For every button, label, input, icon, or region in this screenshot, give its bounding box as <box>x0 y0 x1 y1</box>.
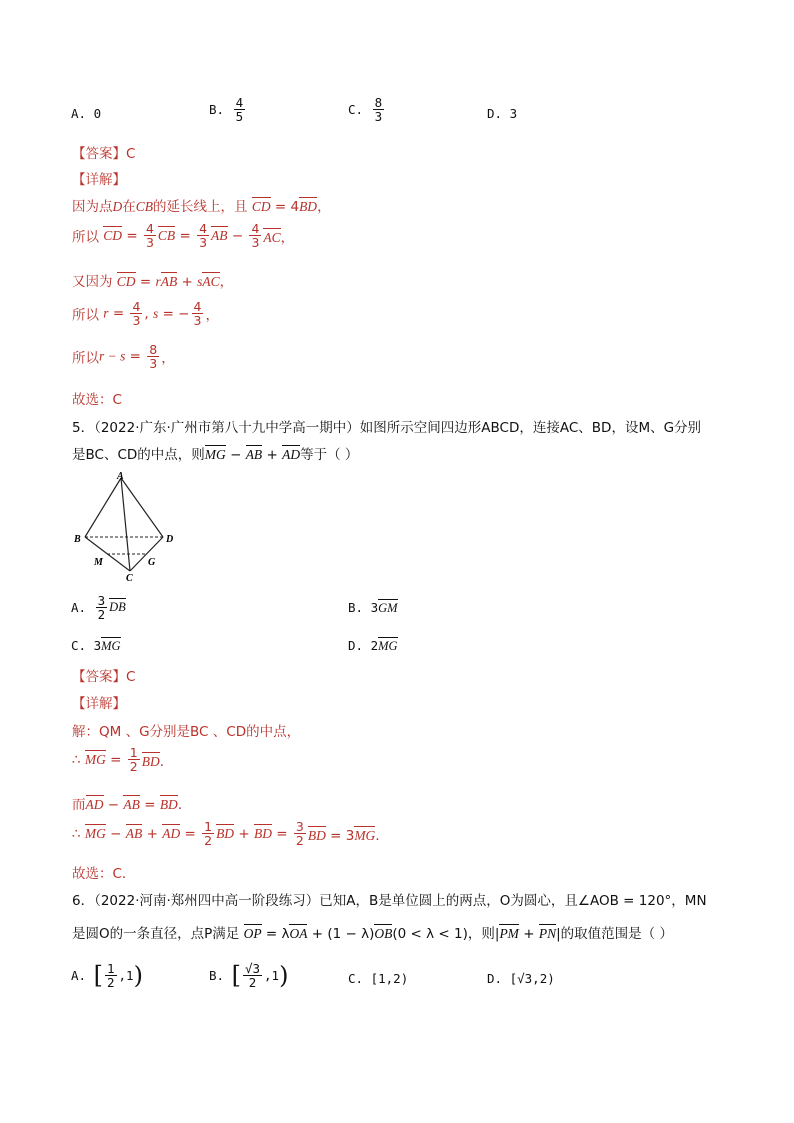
q4-choose: 故选：C <box>72 392 122 408</box>
q5-solution-line4: ∴ MG − AB + AD = $\frac{1}{2}$ BD + BD = $\frac{3}{2}$ BD = 3MG． <box>72 819 389 849</box>
label-a: A <box>117 471 124 482</box>
q5-choose: 故选：C． <box>72 866 136 882</box>
edge-ab <box>85 478 121 537</box>
label-b: B <box>74 534 81 545</box>
q5-answer: 【答案】C <box>72 669 136 685</box>
q6-stem-line1: 6．（2022·河南·郑州四中高一阶段练习）已知A，B是单位圆上的两点，O为圆心，且∠AOB = 120°，MN <box>72 893 707 909</box>
q6-option-d: D. [√3,2) <box>487 971 555 986</box>
label-g: G <box>148 557 156 568</box>
q4-detail-label: 【详解】 <box>72 172 126 188</box>
q5-tetrahedron-figure <box>72 470 182 585</box>
q4-step4: 所以 r = $\frac{4}{3}$ , s = − $\frac{4}{3}$ ， <box>72 299 219 329</box>
q5-stem-line1: 5．（2022·广东·广州市第八十九中学高一期中）如图所示空间四边形ABCD，连接AC、BD，设M、G分别 <box>72 420 702 436</box>
q4-step5: 所以r − s = $\frac{8}{3}$ ， <box>72 342 175 372</box>
q5-stem-line2: 是BC、CD的中点，则MG − AB + AD等于（ ） <box>72 447 359 463</box>
q4-step3: 又因为 CD = rAB + sAC， <box>72 274 234 290</box>
q4-step1: 因为点D在CB的延长线上，且 CD = 4BD， <box>72 199 331 215</box>
edge-ad <box>121 478 163 537</box>
q6-option-b: B. [ $\frac{√3}{2}$ ,1) <box>209 961 289 991</box>
q6-stem-line2: 是圆O的一条直径，点P满足 OP = λOA + (1 − λ)OB(0 < λ < 1)，则|PM + PN|的取值范围是（ ） <box>72 926 673 942</box>
q5-solution-line1: 解：QM 、G分别是BC 、CD的中点， <box>72 724 301 740</box>
q4-step2: 所以 CD = $\frac{4}{3}$ CB = $\frac{4}{3}$ AB − $\frac{4}{3}$ AC， <box>72 221 295 251</box>
q6-option-c: C. [1,2) <box>348 971 409 986</box>
q5-option-c: C. 3MG <box>71 638 121 653</box>
q5-solution-line2: ∴ MG = $\frac{1}{2}$ BD． <box>72 745 174 775</box>
edge-ac <box>121 478 130 571</box>
q5-option-a: A. $\frac{3}{2}$ DB <box>71 593 126 623</box>
q5-option-d: D. 2MG <box>348 638 398 653</box>
label-c: C <box>126 573 133 584</box>
q5-detail-label: 【详解】 <box>72 696 126 712</box>
label-m: M <box>94 557 103 568</box>
q6-option-a: A. [ $\frac{1}{2}$ ,1) <box>71 961 143 991</box>
q5-option-b: B. 3GM <box>348 600 398 615</box>
q4-option-d: D. 3 <box>487 106 518 121</box>
label-d: D <box>166 534 174 545</box>
q5-solution-line3: 而AD − AB = BD． <box>72 797 192 813</box>
q4-option-c: C. $\frac{8}{3}$ <box>348 95 383 125</box>
q4-option-a: A. 0 <box>71 106 102 121</box>
q4-answer: 【答案】C <box>72 146 136 162</box>
q4-option-b: B. $\frac{4}{5}$ <box>209 95 244 125</box>
